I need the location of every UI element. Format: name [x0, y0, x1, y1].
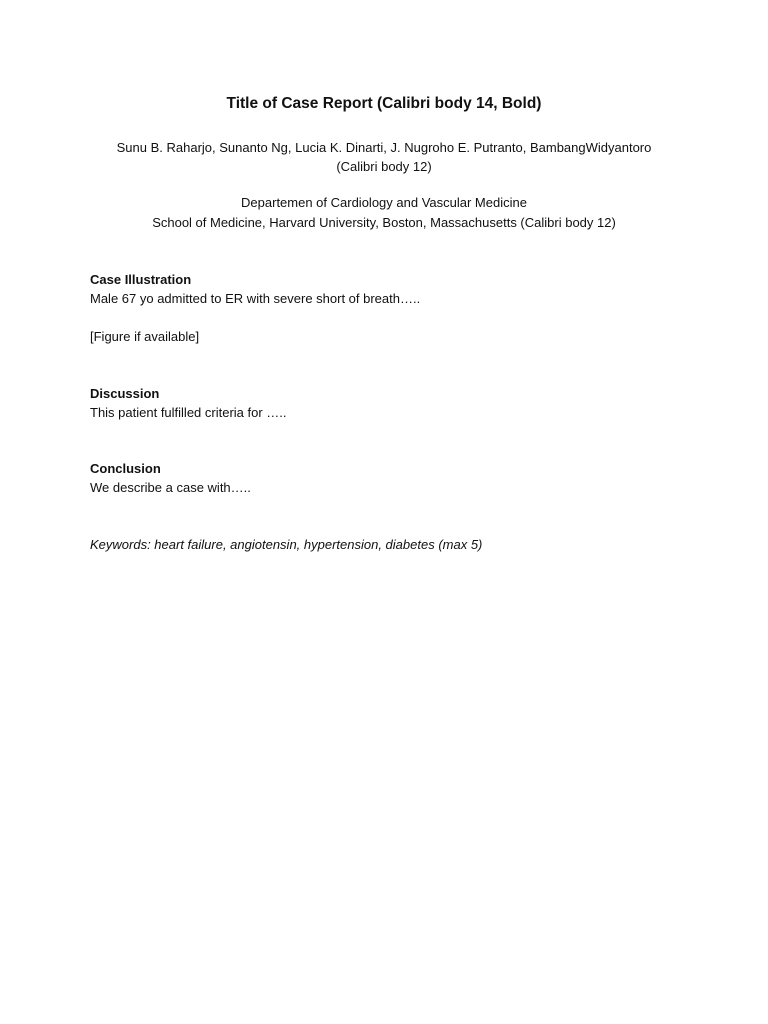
affiliation-line-1: Departemen of Cardiology and Vascular Medicine: [241, 195, 527, 210]
figure-placeholder: [Figure if available]: [90, 329, 200, 344]
affiliation-line-2: School of Medicine, Harvard University, Boston, Massachusetts (Calibri body 12): [152, 215, 616, 230]
discussion-text: This patient fulfilled criteria for …..: [90, 405, 287, 420]
document-title: Title of Case Report (Calibri body 14, Bold): [226, 95, 542, 112]
authors-line-2: (Calibri body 12): [336, 159, 432, 174]
author-list: [60, 138, 708, 176]
conclusion-heading: Conclusion: [90, 461, 161, 476]
keywords-line: Keywords: heart failure, angiotensin, hypertension, diabetes (max 5): [90, 537, 483, 552]
discussion-section: [90, 384, 710, 422]
affiliation: [60, 193, 708, 233]
case-illustration-heading: Case Illustration: [90, 272, 192, 287]
discussion-heading: Discussion: [90, 386, 160, 401]
conclusion-text: We describe a case with…..: [90, 480, 251, 495]
conclusion-section: [90, 459, 710, 497]
authors-line-1: Sunu B. Raharjo, Sunanto Ng, Lucia K. Dinarti, J. Nugroho E. Putranto, BambangWidyantoro: [116, 140, 652, 155]
case-illustration-section: [90, 270, 710, 308]
case-illustration-text: Male 67 yo admitted to ER with severe short of breath…..: [90, 291, 421, 306]
